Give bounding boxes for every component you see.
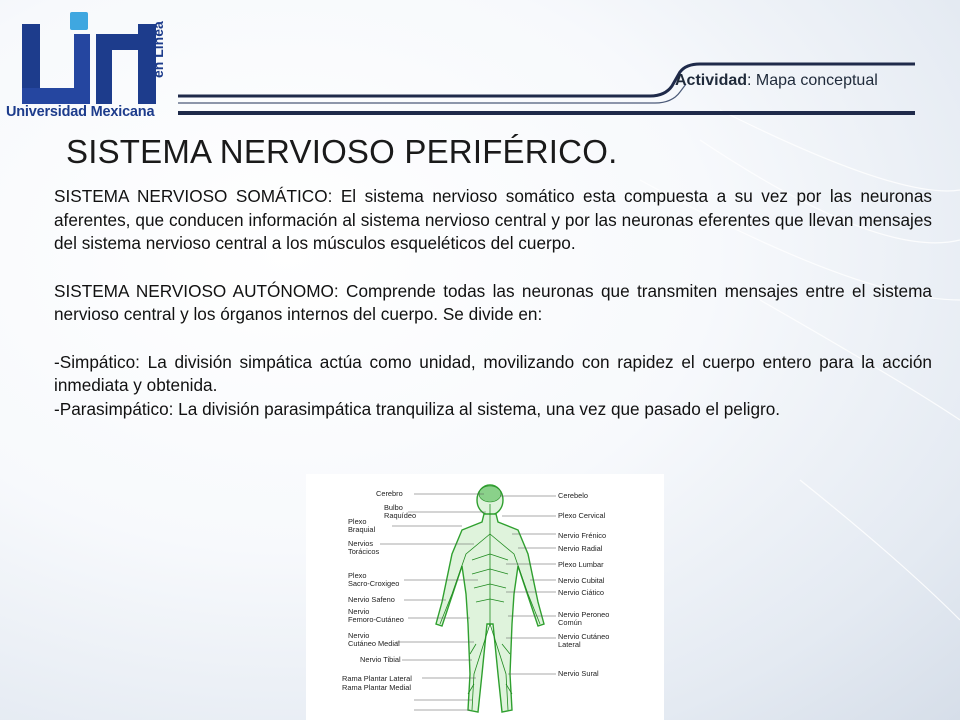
label-tibial: Nervio Tibial [360,655,401,664]
label-peroneo-2: Común [558,618,582,627]
label-nervios-toracicos-2: Torácicos [348,547,380,556]
label-frenico: Nervio Frénico [558,531,607,540]
label-cutaneo-medial-1: Nervio [348,631,370,640]
paragraph-somatico: SISTEMA NERVIOSO SOMÁTICO: El sistema nervioso somático esta compuesta a su vez por las neuronas aferentes, que conducen información al sistema nervioso central y por las neuronas eferentes que llevan mensajes del sistema nervioso central a los músculos esqueléticos del cuerpo. [54,186,932,253]
label-cutaneo-lateral-2: Lateral [558,640,581,649]
label-safeno: Nervio Safeno [348,595,395,604]
label-bulbo: Bulbo [384,503,403,512]
nervous-system-figure [306,474,664,720]
label-plexo-sacro-1: Plexo [348,571,367,580]
label-sural: Nervio Sural [558,669,599,678]
label-nervios-toracicos-1: Nervios [348,539,374,548]
label-plexo-braquial-1: Plexo [348,517,367,526]
label-plexo-cervical: Plexo Cervical [558,511,606,520]
label-plexo-braquial-2: Braquial [348,525,376,534]
label-plexo-lumbar: Plexo Lumbar [558,560,604,569]
label-cutaneo-lateral-1: Nervio Cutáneo [558,632,610,641]
paragraph-parasimpatico: -Parasimpático: La división parasimpática tranquiliza al sistema, una vez que pasado el peligro. [54,398,781,419]
label-femoro-2: Femoro-Cutáneo [348,615,404,624]
label-cutaneo-medial-2: Cutáneo Medial [348,639,400,648]
logo-name: Universidad Mexicana [6,104,155,120]
activity-value: Mapa conceptual [755,72,878,89]
label-peroneo-1: Nervio Peroneo [558,610,610,619]
content-body [54,185,932,421]
label-cubital: Nervio Cubital [558,576,605,585]
label-raquideo: Raquídeo [384,511,417,520]
label-cerebelo: Cerebelo [558,491,588,500]
label-radial: Nervio Radial [558,544,603,553]
label-plexo-sacro-2: Sacro-Croxigeo [348,579,400,588]
label-plantar-lateral: Rama Plantar Lateral [342,674,412,683]
label-plantar-medial: Rama Plantar Medial [342,683,412,692]
page-title: SISTEMA NERVIOSO PERIFÉRICO. [66,133,618,170]
label-femoro-1: Nervio [348,607,370,616]
paragraph-simpatico: -Simpático: La división simpática actúa como unidad, movilizando con rapidez el cuerpo entero para la acción inmediata y obtenida. [54,351,932,395]
logo-tagline: en Línea [150,21,166,78]
label-cerebro: Cerebro [376,489,403,498]
activity-header: Actividad: Mapa conceptual [675,72,878,89]
label-ciatico: Nervio Ciático [558,588,605,597]
paragraph-autonomo: SISTEMA NERVIOSO AUTÓNOMO: Comprende todas las neuronas que transmiten mensajes entre el sistema nervioso central y los órganos internos del cuerpo. Se divide en: [54,280,932,324]
activity-label: Actividad [675,72,748,89]
